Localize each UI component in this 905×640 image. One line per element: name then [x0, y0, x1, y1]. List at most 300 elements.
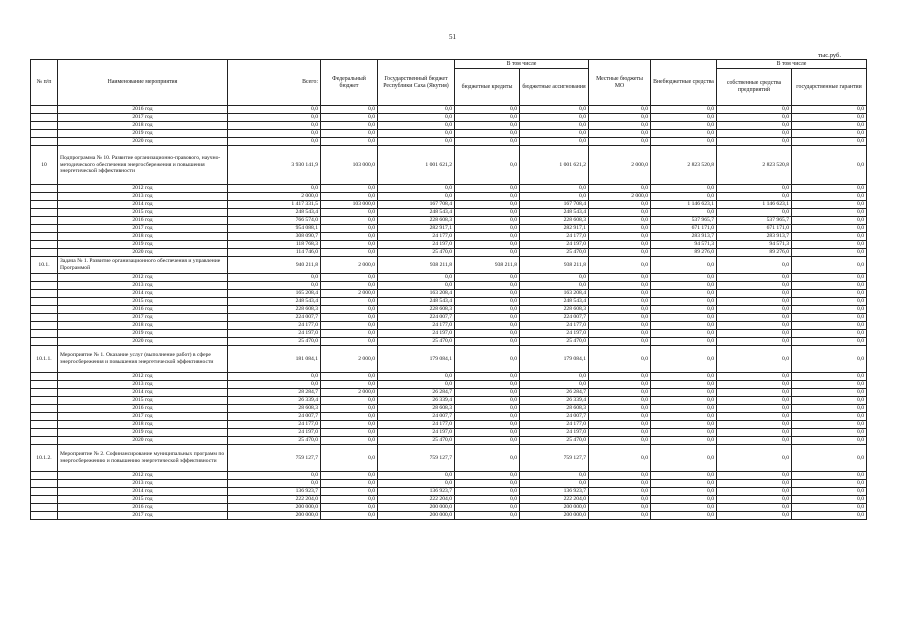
cell-value: 0,0: [589, 397, 651, 405]
row-year: 2020 год: [58, 338, 228, 346]
cell-value: 0,0: [651, 274, 717, 282]
row-index: [31, 373, 58, 381]
cell-value: 0,0: [321, 298, 378, 306]
cell-value: 0,0: [792, 389, 867, 397]
cell-value: 0,0: [321, 480, 378, 488]
table-row: [31, 314, 867, 322]
cell-value: 0,0: [792, 488, 867, 496]
cell-value: 0,0: [589, 346, 651, 373]
row-index: [31, 381, 58, 389]
cell-value: 0,0: [792, 217, 867, 225]
cell-value: 0,0: [792, 338, 867, 346]
cell-value: 0,0: [717, 274, 792, 282]
row-year: 2018 год: [58, 421, 228, 429]
cell-value: 0,0: [651, 282, 717, 290]
cell-value: 0,0: [589, 504, 651, 512]
table-row: [31, 405, 867, 413]
cell-value: 283 913,7: [651, 233, 717, 241]
row-index: [31, 209, 58, 217]
cell-value: 24 177,0: [378, 421, 455, 429]
cell-value: 0,0: [520, 106, 589, 114]
cell-value: 0,0: [455, 314, 520, 322]
cell-value: 0,0: [455, 512, 520, 520]
cell-value: 167 708,4: [378, 201, 455, 209]
cell-value: 248 543,4: [228, 209, 321, 217]
cell-value: 24 177,0: [378, 233, 455, 241]
cell-value: 26 339,4: [520, 397, 589, 405]
cell-value: 0,0: [792, 306, 867, 314]
table-row: [31, 421, 867, 429]
cell-value: 228 608,3: [378, 217, 455, 225]
cell-value: 0,0: [455, 249, 520, 257]
header-allocations: бюджетные ассигнования: [520, 69, 589, 106]
cell-value: 0,0: [455, 282, 520, 290]
table-row: [31, 480, 867, 488]
budget-table: [30, 59, 867, 520]
cell-value: 0,0: [651, 496, 717, 504]
cell-value: 0,0: [520, 480, 589, 488]
cell-value: 0,0: [321, 322, 378, 330]
row-index: [31, 249, 58, 257]
cell-value: 0,0: [378, 106, 455, 114]
cell-value: 0,0: [792, 405, 867, 413]
row-year: 2020 год: [58, 249, 228, 257]
cell-value: 0,0: [717, 209, 792, 217]
cell-value: 0,0: [717, 346, 792, 373]
cell-value: 0,0: [589, 480, 651, 488]
cell-value: 0,0: [651, 346, 717, 373]
cell-value: 537 965,7: [651, 217, 717, 225]
cell-value: 0,0: [717, 429, 792, 437]
cell-value: 24 197,0: [520, 241, 589, 249]
cell-value: 0,0: [455, 146, 520, 185]
cell-value: 0,0: [717, 405, 792, 413]
cell-value: 0,0: [792, 314, 867, 322]
cell-value: 0,0: [589, 322, 651, 330]
cell-value: 0,0: [651, 290, 717, 298]
cell-value: 0,0: [455, 488, 520, 496]
cell-value: 1 001 621,2: [520, 146, 589, 185]
cell-value: 0,0: [455, 480, 520, 488]
table-row: [31, 217, 867, 225]
cell-value: 0,0: [651, 381, 717, 389]
cell-value: 0,0: [792, 480, 867, 488]
table-row: [31, 373, 867, 381]
cell-value: 0,0: [651, 330, 717, 338]
header-own: собственные средства предприятий: [717, 69, 792, 106]
cell-value: 0,0: [651, 298, 717, 306]
cell-value: 2 000,0: [321, 257, 378, 274]
cell-value: 0,0: [455, 274, 520, 282]
cell-value: 671 171,0: [717, 225, 792, 233]
cell-value: 0,0: [651, 130, 717, 138]
cell-value: 0,0: [589, 185, 651, 193]
cell-value: 0,0: [792, 381, 867, 389]
cell-value: 0,0: [378, 373, 455, 381]
cell-value: 0,0: [520, 193, 589, 201]
cell-value: 0,0: [589, 373, 651, 381]
cell-value: 0,0: [792, 445, 867, 472]
cell-value: 283 913,7: [717, 233, 792, 241]
cell-value: 0,0: [792, 233, 867, 241]
row-index: [31, 437, 58, 445]
cell-value: 0,0: [589, 437, 651, 445]
cell-value: 0,0: [455, 413, 520, 421]
cell-value: 0,0: [717, 114, 792, 122]
table-row: [31, 201, 867, 209]
cell-value: 0,0: [455, 193, 520, 201]
cell-value: 0,0: [717, 512, 792, 520]
cell-value: 248 543,4: [520, 298, 589, 306]
row-year: 2012 год: [58, 274, 228, 282]
cell-value: 0,0: [792, 330, 867, 338]
row-index: 10.1.: [31, 257, 58, 274]
cell-value: 0,0: [589, 413, 651, 421]
header-num: № п/п: [31, 60, 58, 106]
cell-value: 0,0: [651, 413, 717, 421]
row-index: [31, 130, 58, 138]
cell-value: 0,0: [792, 130, 867, 138]
cell-value: 0,0: [589, 421, 651, 429]
cell-value: 0,0: [455, 346, 520, 373]
cell-value: 0,0: [321, 429, 378, 437]
row-year: 2020 год: [58, 138, 228, 146]
header-guarantees: государственные гарантии: [792, 69, 867, 106]
cell-value: 0,0: [321, 445, 378, 472]
cell-value: 24 177,0: [228, 421, 321, 429]
row-index: [31, 413, 58, 421]
row-year: 2014 год: [58, 488, 228, 496]
row-year: 2017 год: [58, 225, 228, 233]
cell-value: 0,0: [589, 130, 651, 138]
cell-value: 136 923,7: [378, 488, 455, 496]
cell-value: 0,0: [589, 330, 651, 338]
cell-value: 0,0: [651, 437, 717, 445]
row-year: 2014 год: [58, 201, 228, 209]
row-year: 2016 год: [58, 106, 228, 114]
table-row: [31, 437, 867, 445]
cell-value: 0,0: [455, 472, 520, 480]
cell-value: 2 000,0: [321, 290, 378, 298]
cell-value: 0,0: [792, 201, 867, 209]
table-row: [31, 193, 867, 201]
cell-value: 3 930 141,9: [228, 146, 321, 185]
cell-value: 248 543,4: [228, 298, 321, 306]
cell-value: 0,0: [455, 437, 520, 445]
cell-value: 200 000,0: [228, 512, 321, 520]
cell-value: 0,0: [792, 282, 867, 290]
cell-value: 0,0: [589, 257, 651, 274]
cell-value: 0,0: [651, 338, 717, 346]
cell-value: 0,0: [378, 274, 455, 282]
row-index: [31, 114, 58, 122]
cell-value: 0,0: [378, 472, 455, 480]
cell-value: 0,0: [455, 381, 520, 389]
cell-value: 25 470,0: [520, 437, 589, 445]
cell-value: 0,0: [717, 389, 792, 397]
row-year: 2017 год: [58, 114, 228, 122]
cell-value: 248 543,4: [378, 298, 455, 306]
cell-value: 25 470,0: [228, 437, 321, 445]
row-year: 2019 год: [58, 130, 228, 138]
cell-value: 0,0: [378, 193, 455, 201]
cell-value: 0,0: [717, 496, 792, 504]
cell-value: 0,0: [651, 397, 717, 405]
cell-value: 0,0: [651, 193, 717, 201]
table-row: [31, 233, 867, 241]
row-index: [31, 306, 58, 314]
cell-value: 0,0: [228, 480, 321, 488]
cell-value: 537 965,7: [717, 217, 792, 225]
cell-value: 0,0: [792, 397, 867, 405]
cell-value: 0,0: [651, 373, 717, 381]
cell-value: 759 127,7: [520, 445, 589, 472]
table-row: [31, 282, 867, 290]
cell-value: 24 177,0: [520, 421, 589, 429]
cell-value: 0,0: [455, 225, 520, 233]
header-state: Государственный бюджет Республики Саха (Якутия): [378, 60, 455, 106]
cell-value: 0,0: [321, 217, 378, 225]
cell-value: 0,0: [228, 373, 321, 381]
cell-value: 103 000,0: [321, 146, 378, 185]
cell-value: 0,0: [717, 397, 792, 405]
cell-value: 0,0: [321, 114, 378, 122]
cell-value: 0,0: [228, 122, 321, 130]
row-index: [31, 504, 58, 512]
cell-value: 179 084,1: [378, 346, 455, 373]
row-year: 2015 год: [58, 209, 228, 217]
cell-value: 0,0: [589, 122, 651, 130]
cell-value: 24 197,0: [520, 429, 589, 437]
cell-value: 0,0: [717, 130, 792, 138]
cell-value: 0,0: [321, 437, 378, 445]
cell-value: 0,0: [228, 114, 321, 122]
table-row: [31, 146, 867, 185]
cell-value: 938 211,8: [520, 257, 589, 274]
table-row: [31, 413, 867, 421]
cell-value: 114 746,0: [228, 249, 321, 257]
cell-value: 228 608,3: [378, 306, 455, 314]
cell-value: 24 177,0: [520, 233, 589, 241]
cell-value: 0,0: [455, 241, 520, 249]
cell-value: 0,0: [455, 405, 520, 413]
cell-value: 0,0: [717, 488, 792, 496]
table-row: [31, 504, 867, 512]
cell-value: 26 284,7: [520, 389, 589, 397]
cell-value: 28 608,3: [520, 405, 589, 413]
table-row: [31, 130, 867, 138]
cell-value: 0,0: [792, 193, 867, 201]
cell-value: 0,0: [717, 282, 792, 290]
row-year: 2016 год: [58, 306, 228, 314]
cell-value: 0,0: [651, 429, 717, 437]
cell-value: 163 208,4: [378, 290, 455, 298]
cell-value: 1 146 623,1: [651, 201, 717, 209]
row-index: [31, 138, 58, 146]
row-index: [31, 122, 58, 130]
row-year: 2012 год: [58, 185, 228, 193]
cell-value: 0,0: [589, 241, 651, 249]
cell-value: 0,0: [455, 504, 520, 512]
cell-value: 0,0: [321, 512, 378, 520]
cell-value: 0,0: [378, 185, 455, 193]
cell-value: 0,0: [321, 397, 378, 405]
cell-value: 0,0: [321, 413, 378, 421]
row-index: [31, 338, 58, 346]
cell-value: 0,0: [321, 209, 378, 217]
row-year: 2013 год: [58, 193, 228, 201]
table-row: [31, 322, 867, 330]
cell-value: 0,0: [589, 314, 651, 322]
cell-value: 0,0: [792, 413, 867, 421]
row-index: 10.1.2.: [31, 445, 58, 472]
cell-value: 0,0: [228, 185, 321, 193]
row-index: [31, 330, 58, 338]
cell-value: 0,0: [589, 233, 651, 241]
row-year: 2018 год: [58, 322, 228, 330]
cell-value: 2 000,0: [228, 193, 321, 201]
cell-value: 766 574,0: [228, 217, 321, 225]
cell-value: 0,0: [717, 257, 792, 274]
table-row: [31, 429, 867, 437]
cell-value: 25 470,0: [520, 249, 589, 257]
cell-value: 0,0: [717, 193, 792, 201]
cell-value: 0,0: [321, 314, 378, 322]
table-row: [31, 114, 867, 122]
cell-value: 0,0: [792, 106, 867, 114]
cell-value: 165 208,4: [228, 290, 321, 298]
cell-value: 0,0: [455, 114, 520, 122]
row-name: Мероприятие № 1. Оказание услуг (выполнение работ) в сфере энергосбережения и повышения энергетической эффективности: [58, 346, 228, 373]
cell-value: 759 127,7: [378, 445, 455, 472]
cell-value: 0,0: [321, 249, 378, 257]
cell-value: 0,0: [455, 209, 520, 217]
cell-value: 0,0: [455, 130, 520, 138]
table-row: [31, 274, 867, 282]
cell-value: 200 000,0: [228, 504, 321, 512]
row-index: 10: [31, 146, 58, 185]
row-year: 2020 год: [58, 437, 228, 445]
cell-value: 228 608,3: [520, 217, 589, 225]
cell-value: 0,0: [717, 298, 792, 306]
cell-value: 0,0: [321, 122, 378, 130]
cell-value: 0,0: [321, 274, 378, 282]
table-row: [31, 241, 867, 249]
cell-value: 0,0: [792, 512, 867, 520]
cell-value: 89 276,0: [651, 249, 717, 257]
cell-value: 0,0: [792, 138, 867, 146]
table-row: [31, 209, 867, 217]
row-index: [31, 274, 58, 282]
cell-value: 0,0: [717, 138, 792, 146]
cell-value: 200 000,0: [520, 504, 589, 512]
cell-value: 24 197,0: [378, 330, 455, 338]
cell-value: 0,0: [589, 274, 651, 282]
cell-value: 24 007,7: [378, 413, 455, 421]
row-index: [31, 241, 58, 249]
table-row: [31, 298, 867, 306]
row-year: 2013 год: [58, 480, 228, 488]
cell-value: 0,0: [589, 512, 651, 520]
header-offbudget: Внебюджетные средства: [651, 60, 717, 106]
cell-value: 0,0: [792, 146, 867, 185]
cell-value: 0,0: [792, 496, 867, 504]
cell-value: 0,0: [321, 504, 378, 512]
table-body: [31, 106, 867, 520]
cell-value: 0,0: [455, 217, 520, 225]
cell-value: 0,0: [589, 249, 651, 257]
cell-value: 24 177,0: [228, 322, 321, 330]
cell-value: 0,0: [651, 389, 717, 397]
row-year: 2015 год: [58, 298, 228, 306]
cell-value: 0,0: [321, 338, 378, 346]
cell-value: 0,0: [321, 488, 378, 496]
cell-value: 2 000,0: [589, 193, 651, 201]
table-row: [31, 389, 867, 397]
cell-value: 0,0: [455, 185, 520, 193]
cell-value: 0,0: [717, 122, 792, 130]
cell-value: 0,0: [717, 480, 792, 488]
cell-value: 118 768,3: [228, 241, 321, 249]
cell-value: 0,0: [455, 496, 520, 504]
page-number: 51: [449, 33, 456, 41]
cell-value: 0,0: [589, 405, 651, 413]
row-name: Мероприятие № 2. Софинансирование муниципальных программ по энергосбережению и повышению энергетической эффективности: [58, 445, 228, 472]
cell-value: 0,0: [792, 257, 867, 274]
cell-value: 0,0: [228, 106, 321, 114]
cell-value: 0,0: [228, 130, 321, 138]
table-row: [31, 249, 867, 257]
row-name: Задача № 1. Развитие организационного обеспечения и управление Программой: [58, 257, 228, 274]
cell-value: 26 284,7: [378, 389, 455, 397]
cell-value: 0,0: [228, 381, 321, 389]
cell-value: 0,0: [589, 114, 651, 122]
header-federal: Федеральный бюджет: [321, 60, 378, 106]
cell-value: 0,0: [520, 472, 589, 480]
cell-value: 136 923,7: [228, 488, 321, 496]
row-year: 2019 год: [58, 429, 228, 437]
row-index: [31, 488, 58, 496]
cell-value: 0,0: [455, 397, 520, 405]
cell-value: 0,0: [792, 472, 867, 480]
cell-value: 0,0: [228, 472, 321, 480]
cell-value: 200 000,0: [378, 512, 455, 520]
header-local: Местные бюджеты МО: [589, 60, 651, 106]
row-index: [31, 389, 58, 397]
cell-value: 0,0: [792, 322, 867, 330]
cell-value: 0,0: [717, 373, 792, 381]
cell-value: 181 084,1: [228, 346, 321, 373]
header-name: Наименование мероприятия: [58, 60, 228, 106]
cell-value: 0,0: [792, 209, 867, 217]
cell-value: 0,0: [228, 282, 321, 290]
row-year: 2014 год: [58, 389, 228, 397]
cell-value: 0,0: [792, 225, 867, 233]
table-row: [31, 338, 867, 346]
cell-value: 25 470,0: [378, 338, 455, 346]
cell-value: 0,0: [589, 488, 651, 496]
cell-value: 0,0: [589, 209, 651, 217]
row-year: 2015 год: [58, 496, 228, 504]
cell-value: 0,0: [651, 445, 717, 472]
row-index: [31, 106, 58, 114]
cell-value: 0,0: [792, 290, 867, 298]
units-label: тыс.руб.: [818, 52, 841, 59]
cell-value: 0,0: [651, 504, 717, 512]
cell-value: 0,0: [589, 338, 651, 346]
row-year: 2016 год: [58, 405, 228, 413]
cell-value: 0,0: [589, 217, 651, 225]
